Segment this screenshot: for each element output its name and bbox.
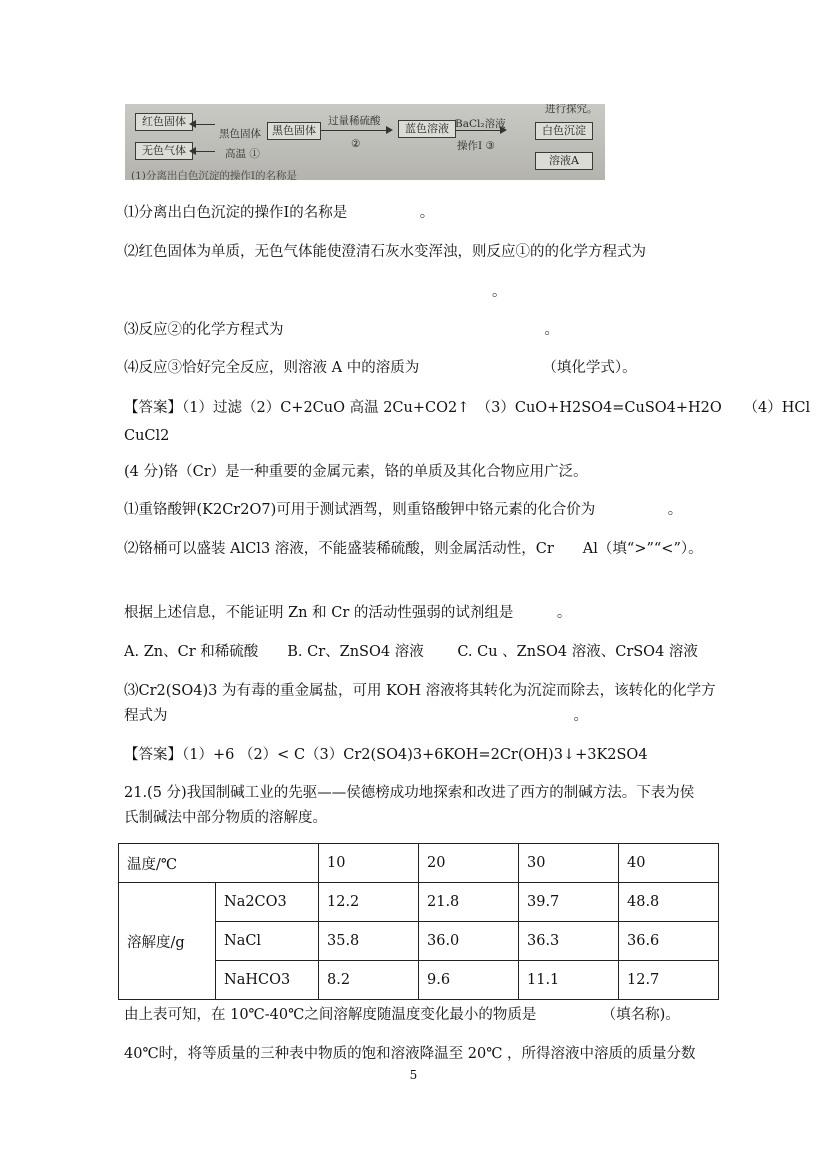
chromium-q2: ⑵铬桶可以盛装 AlCl3 溶液，不能盛装稀硫酸，则金属活动性，Cr Al（填“>”“<”）。 xyxy=(124,541,703,557)
question-21b: 氏制碱法中部分物质的溶解度。 xyxy=(124,810,327,826)
black-solid-box: 黑色固体 xyxy=(267,122,321,140)
value-cell: 35.8 xyxy=(319,922,419,961)
substance-name: NaCl xyxy=(216,922,319,961)
chromium-q3a: ⑶Cr2(SO4)3 为有毒的重金属盐，可用 KOH 溶液将其转化为沉淀而除去，该转化的化学方 xyxy=(124,683,716,699)
temp-cell: 30 xyxy=(519,844,619,883)
blue-solution-box: 蓝色溶液 xyxy=(398,120,456,138)
value-cell: 12.2 xyxy=(319,883,419,922)
colorless-gas-box: 无色气体 xyxy=(135,142,193,160)
solubility-label: 溶解度/g xyxy=(119,883,216,1000)
step2-label: ② xyxy=(351,138,361,150)
value-cell: 8.2 xyxy=(319,961,419,1000)
scan-top-fragment: 进行探究。 xyxy=(545,104,598,115)
arrow-to-gas xyxy=(191,151,215,152)
substance-name: NaHCO3 xyxy=(216,961,319,1000)
value-cell: 21.8 xyxy=(419,883,519,922)
high-temp-label: 高温 ① xyxy=(225,148,260,160)
question-1: ⑴分离出白色沉淀的操作Ⅰ的名称是 。 xyxy=(124,205,435,221)
after-table-2: 40℃时，将等质量的三种表中物质的饱和溶液降温至 20℃ ，所得溶液中溶质的质量分数 xyxy=(124,1046,696,1062)
temp-cell: 40 xyxy=(619,844,719,883)
table-header-row xyxy=(119,844,719,883)
answer-1b: CuCl2 xyxy=(124,428,170,444)
value-cell: 9.6 xyxy=(419,961,519,1000)
solution-a-box: 溶液A xyxy=(535,152,593,170)
arrow-to-red xyxy=(191,124,215,125)
arrow-acid xyxy=(321,130,391,131)
temp-cell: 10 xyxy=(319,844,419,883)
value-cell: 36.6 xyxy=(619,922,719,961)
chromium-reagent-question: 根据上述信息，不能证明 Zn 和 Cr 的活动性强弱的试剂组是 。 xyxy=(124,605,572,621)
white-precipitate-box: 白色沉淀 xyxy=(535,122,593,140)
solubility-table xyxy=(118,843,719,1000)
question-21a: 21.(5 分)我国制碱工业的先驱——侯德榜成功地探索和改进了西方的制碱方法。下表为侯 xyxy=(124,785,695,801)
value-cell: 36.0 xyxy=(419,922,519,961)
answer-2: 【答案】（1）+6 （2）< C（3）Cr2(SO4)3+6KOH=2Cr(OH)3↓+3K2SO4 xyxy=(124,747,648,763)
value-cell: 48.8 xyxy=(619,883,719,922)
bacl2-label: BaCl₂溶液 xyxy=(455,118,506,130)
substance-name: Na2CO3 xyxy=(216,883,319,922)
page-number: 5 xyxy=(409,1068,418,1082)
temp-cell: 20 xyxy=(419,844,519,883)
value-cell: 12.7 xyxy=(619,961,719,1000)
chromium-intro: (4 分)铬（Cr）是一种重要的金属元素，铬的单质及其化合物应用广泛。 xyxy=(124,464,588,480)
answer-1a: 【答案】（1）过滤（2）C+2CuO 高温 2Cu+CO2↑ （3）CuO+H2SO4=CuSO4+H2O （4）HCl xyxy=(124,400,811,416)
question-2: ⑵红色固体为单质，无色气体能使澄清石灰水变浑浊，则反应①的的化学方程式为 xyxy=(124,244,646,260)
question-4: ⑷反应③恰好完全反应，则溶液 A 中的溶质为 （填化学式）。 xyxy=(124,360,637,376)
question-2-end: 。 xyxy=(492,284,507,300)
acid-label: 过量稀硫酸 xyxy=(328,115,381,127)
chromium-q3b: 程式为 。 xyxy=(124,708,588,724)
temperature-label: 温度/℃ xyxy=(119,844,319,883)
value-cell: 39.7 xyxy=(519,883,619,922)
question-3: ⑶反应②的化学方程式为 。 xyxy=(124,322,559,338)
flowchart-scan xyxy=(125,104,605,180)
black-solid-a: 黑色固体 xyxy=(219,128,261,140)
scan-bottom-fragment: (1)分离出白色沉淀的操作Ⅰ的名称是 xyxy=(131,170,298,180)
red-solid-box: 红色固体 xyxy=(135,113,193,131)
value-cell: 11.1 xyxy=(519,961,619,1000)
op1-label: 操作Ⅰ ③ xyxy=(457,140,495,152)
table-row xyxy=(119,883,719,922)
chromium-options: A. Zn、Cr 和稀硫酸 B. Cr、ZnSO4 溶液 C. Cu 、ZnSO4 溶液、CrSO4 溶液 xyxy=(124,644,698,660)
value-cell: 36.3 xyxy=(519,922,619,961)
after-table-1: 由上表可知，在 10℃-40℃之间溶解度随温度变化最小的物质是 （填名称)。 xyxy=(124,1007,680,1023)
chromium-q1: ⑴重铬酸钾(K2Cr2O7)可用于测试酒驾，则重铬酸钾中铬元素的化合价为 。 xyxy=(124,502,683,518)
